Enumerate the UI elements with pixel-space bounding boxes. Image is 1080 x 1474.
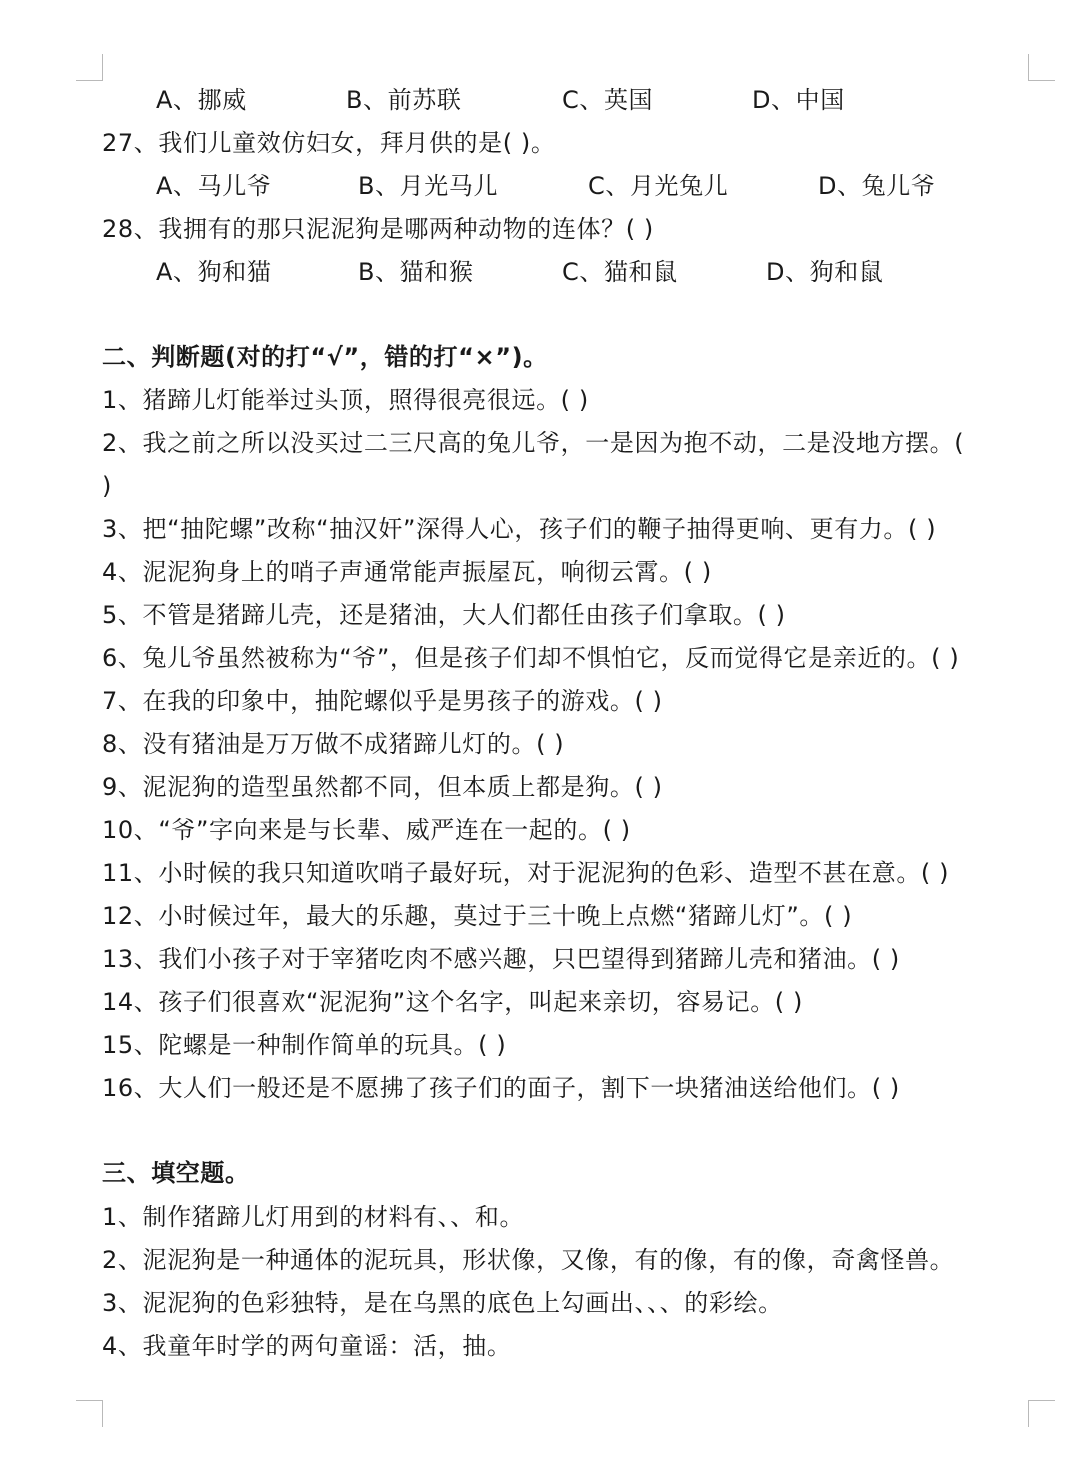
q26-option-d: D、中国 — [752, 86, 845, 114]
q28-option-b: B、猫和猴 — [358, 258, 474, 286]
tf-item: 15、陀螺是一种制作简单的玩具。( ) — [102, 1031, 507, 1059]
tf-item: 13、我们小孩子对于宰猪吃肉不感兴趣，只巴望得到猪蹄儿壳和猪油。( ) — [102, 945, 900, 973]
page-corner-top-left — [76, 54, 103, 81]
tf-item: 8、没有猪油是万万做不成猪蹄儿灯的。( ) — [102, 730, 565, 758]
q28-question: 28、我拥有的那只泥泥狗是哪两种动物的连体？( ) — [102, 215, 654, 243]
q27-option-d: D、兔儿爷 — [818, 172, 936, 200]
tf-item: 5、不管是猪蹄儿壳，还是猪油，大人们都任由孩子们拿取。( ) — [102, 601, 786, 629]
tf-item: 6、兔儿爷虽然被称为“爷”，但是孩子们却不惧怕它，反而觉得它是亲近的。( ) — [102, 644, 960, 672]
q26-option-b: B、前苏联 — [346, 86, 462, 114]
tf-item-continuation: ) — [102, 472, 112, 500]
q27-option-b: B、月光马儿 — [358, 172, 499, 200]
tf-item: 12、小时候过年，最大的乐趣，莫过于三十晚上点燃“猪蹄儿灯”。( ) — [102, 902, 853, 930]
q28-option-a: A、狗和猫 — [156, 258, 272, 286]
tf-item: 3、把“抽陀螺”改称“抽汉奸”深得人心，孩子们的鞭子抽得更响、更有力。( ) — [102, 515, 937, 543]
tf-item: 9、泥泥狗的造型虽然都不同，但本质上都是狗。( ) — [102, 773, 663, 801]
page-corner-top-right — [1028, 54, 1055, 81]
fill-item: 4、我童年时学的两句童谣：活，抽。 — [102, 1332, 512, 1360]
tf-item: 7、在我的印象中，抽陀螺似乎是男孩子的游戏。( ) — [102, 687, 663, 715]
q26-option-c: C、英国 — [562, 86, 654, 114]
tf-item: 16、大人们一般还是不愿拂了孩子们的面子，割下一块猪油送给他们。( ) — [102, 1074, 900, 1102]
q27-question: 27、我们儿童效仿妇女，拜月供的是( )。 — [102, 129, 556, 157]
q27-option-c: C、月光兔儿 — [588, 172, 729, 200]
page-corner-bottom-right — [1028, 1400, 1055, 1427]
section2-title: 二、判断题(对的打“√”，错的打“×”)。 — [102, 343, 548, 371]
q28-option-d: D、狗和鼠 — [766, 258, 884, 286]
tf-item: 1、猪蹄儿灯能举过头顶，照得很亮很远。( ) — [102, 386, 589, 414]
q26-option-a: A、挪威 — [156, 86, 247, 114]
tf-item: 14、孩子们很喜欢“泥泥狗”这个名字，叫起来亲切，容易记。( ) — [102, 988, 803, 1016]
page-corner-bottom-left — [76, 1400, 103, 1427]
q27-option-a: A、马儿爷 — [156, 172, 272, 200]
tf-item: 4、泥泥狗身上的哨子声通常能声振屋瓦，响彻云霄。( ) — [102, 558, 712, 586]
tf-item: 10、“爷”字向来是与长辈、威严连在一起的。( ) — [102, 816, 631, 844]
section3-title: 三、填空题。 — [102, 1159, 250, 1187]
tf-item: 11、小时候的我只知道吹哨子最好玩，对于泥泥狗的色彩、造型不甚在意。( ) — [102, 859, 950, 887]
fill-item: 2、泥泥狗是一种通体的泥玩具，形状像，又像，有的像，有的像，奇禽怪兽。 — [102, 1246, 955, 1274]
fill-item: 1、制作猪蹄儿灯用到的材料有、、和。 — [102, 1203, 525, 1231]
fill-item: 3、泥泥狗的色彩独特，是在乌黑的底色上勾画出、、、的彩绘。 — [102, 1289, 783, 1317]
q28-option-c: C、猫和鼠 — [562, 258, 678, 286]
tf-item: 2、我之前之所以没买过二三尺高的兔儿爷，一是因为抱不动，二是没地方摆。( — [102, 429, 965, 457]
